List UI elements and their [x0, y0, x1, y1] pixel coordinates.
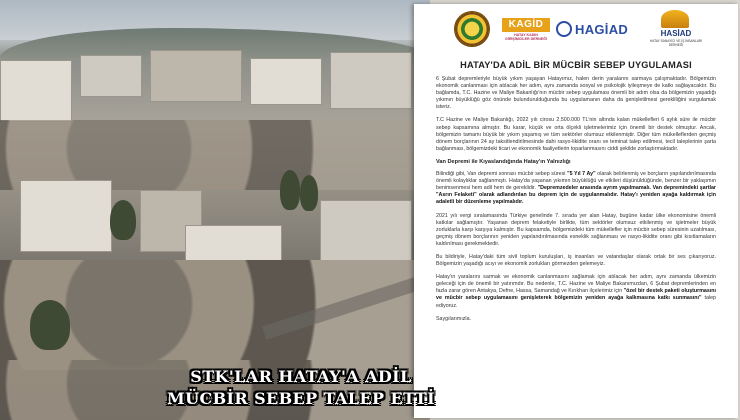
building	[330, 52, 412, 109]
hasiad-logo-subtitle: HATAY SANAYİCİ VE İŞ İNSANLARI DERNEĞİ	[649, 39, 703, 47]
hagiad-logo-text: HAGİAD	[575, 21, 629, 37]
kagid-logo-text: KAGİD	[502, 18, 550, 32]
tree	[280, 170, 300, 210]
text: olarak belirlenmiş ve borçların yapılandırılmasında önemli kolaylıklar sağlanmıştı. Hatay'da yaşanan yıkımın büyüklüğü ve etkileri düşünüldüğünde, benzer bir yaklaşımın benimsenmesi hem adil hem de gereklidir.	[436, 171, 717, 192]
kagid-logo	[502, 14, 550, 44]
building	[150, 50, 242, 102]
paragraph: T.C Hazine ve Maliye Bakanlığı, 2022 yılı cirosu 2.500.000 TL'nin altında kalan mükellefleri 6 aylık süre ile mücbir sebep kapsamına almıştır. Bu karar, küçük ve orta ölçekli işletmelerimiz için önemli bir destek olmuştur. Ancak, bölgemizin tamamı büyük bir yıkım yaşamış ve tüm sektörler olumsuz etkilenmiştir. Diğer tüm mükelleflerden geçmiş dönem borçlarının 24 ay taksitlendirilmesinde dahi rasyo-likidite oranı ve teminat talep edilmesi, tecil taleplerinin şarta bağlanması, bölgemizdeki ticari ve ekonomik faaliyetlerin toparlanmasını ciddi şekilde zorlaştırmaktadır.	[436, 117, 716, 152]
building	[20, 180, 112, 252]
text: talep ediyoruz.	[436, 295, 716, 309]
bold-text: "5 Yıl 7 Ay"	[567, 171, 596, 178]
bold-text: "özel bir destek paketi oluşturmasını ve mücbir sebep uygulamasını genişleterek bölgemizin yeniden ayağa kalkmasına katkı sunmasını"	[436, 288, 716, 302]
building	[0, 60, 72, 122]
tree	[300, 175, 318, 211]
text: Hatay'ın yaralarını sarmak ve ekonomik canlanmasını sağlamak için atılacak her adım, aynı zamanda ülkemizin geleceği için de önemli bir yatırımdır. Bu nedenle, T.C. Hazine ve Maliye Bakanımızdan, 6 Şubat depremlerinden en fazla zarar gören Antakya, Defne, Hassa, Samandağ ve Kırıkhan ilçelerimiz için	[436, 274, 716, 295]
headline-line: STK'LAR HATAY'A ADİL	[190, 367, 412, 386]
paragraph: Saygılarımızla.	[436, 315, 472, 322]
paragraph: Bu bildiriyle, Hatay'daki tüm sivil toplum kuruluşları, iş insanları ve vatandaşlar olarak ortak bir ses çıkarıyoruz. Bölgemizin yaşadığı acıyı ve ekonomik zorlukları görmezden gelemeyiz.	[436, 253, 716, 268]
kagid-logo-subtitle: HATAY KADIN GİRİŞİMCİLER DERNEĞİ	[505, 33, 547, 41]
press-release-document	[414, 4, 738, 418]
section-heading: Van Depremi ile Kıyaslandığında Hatay'ın Yalnızlığı	[436, 158, 571, 165]
hasiad-dome-icon	[661, 10, 689, 28]
paragraph	[436, 171, 716, 206]
headline-caption	[160, 366, 442, 410]
hagiad-logo	[556, 20, 628, 38]
headline-line: MÜCBİR SEBEP TALEP ETTİ	[167, 389, 435, 408]
document-body	[414, 76, 738, 323]
paragraph	[436, 274, 716, 309]
paragraph: 6 Şubat depremleriyle büyük yıkım yaşayan Hatayımız, halen derin yaralarını sarmaya çalışmaktadır. Bölgemizin ekonomik canlanması için atılacak her adım, aynı zamanda sosyal ve psikolojik iyileşmeye de katkı sağlayacaktır. Bu bağlamda, T.C. Hazine ve Maliye Bakanlığı'nın mücbir sebep uygulaması önemli bir adım olsa da bölgemizin yaşadığı yıkımın büyüklüğü göz önünde bulundurulduğunda bu uygulamanın daha da genişletilmesi gerekliliğini vurgulamak isteriz.	[436, 76, 716, 111]
building	[80, 55, 142, 97]
tree	[110, 200, 136, 240]
bold-text: "Depremzedeler arasında ayrım yapılmamalı. Van depremindeki şartlar "Asrın Felaketi" olarak adlandırılan bu deprem için de uygulanmalıdır. Hatay'ı yeniden ayağa kaldırmak için adaletli bir düzenleme yapılmalıdır.	[436, 185, 716, 206]
hasiad-logo	[646, 10, 706, 50]
paragraph: 2021 yılı vergi sıralamasında Türkiye genelinde 7. sırada yer alan Hatay, bugüne kadar ülke ekonomisine önemli katkılar sağlamıştır. Yaşanan deprem felaketiyle birlikte, tüm sektörler olumsuz etkilenmiş ve işletmeler büyük zorluklarla karşı karşıya kalmıştır. Bu kapsamda, bölgemizdeki tüm mükellefler için mücbir sebep süresinin uzatılması, geçmiş dönem borçlarının yeniden yapılandırılmasında esneklik sağlanması ve rasyo-likidite oranı gibi kısıtlamaların kaldırılması gerekmektedir.	[436, 212, 716, 247]
document-title: HATAY'DA ADİL BİR MÜCBİR SEBEP UYGULAMASI	[460, 60, 692, 70]
tree	[30, 300, 70, 350]
logo-row	[414, 4, 738, 52]
hagiad-mark-icon	[556, 21, 572, 37]
building	[250, 58, 322, 105]
text: Bilindiği gibi, Van depremi sonrası mücbir sebep süresi	[436, 171, 568, 178]
hatay-seal-logo	[454, 11, 490, 47]
hasiad-logo-text: HASİAD	[660, 29, 692, 38]
